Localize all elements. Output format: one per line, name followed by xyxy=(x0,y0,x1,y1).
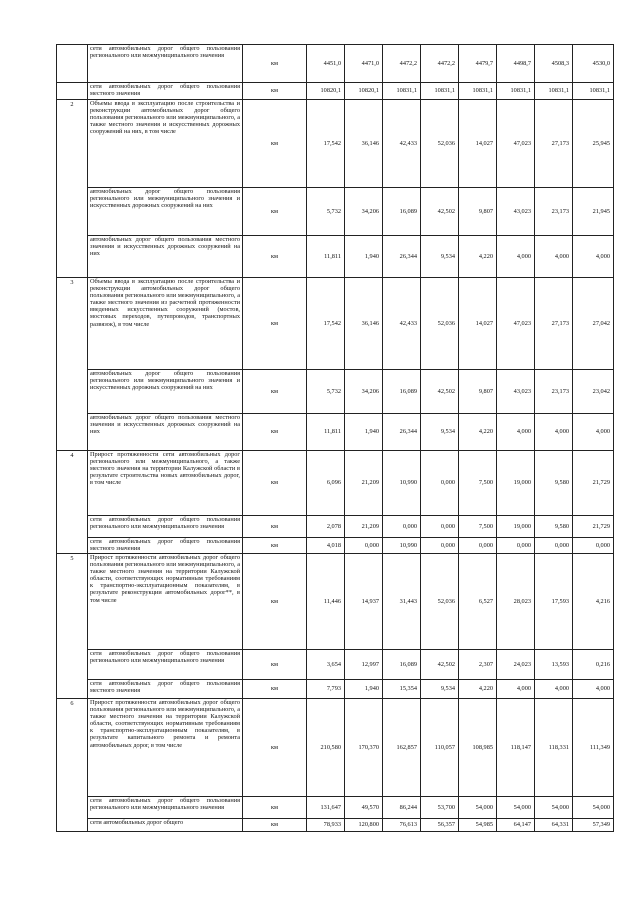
value-cell: 57,349 xyxy=(573,819,614,832)
unit-cell: км xyxy=(243,236,307,278)
value-cell: 4472,2 xyxy=(383,45,421,83)
indicator-name: сети автомобильных дорог общего xyxy=(88,819,243,832)
indicator-name: Объемы ввода в эксплуатацию после строительства и реконструкции автомобильных дорог общего пользования регионального или межмуниципального, а также местного значения и искусственных дорожных сооружений на них, в том числе xyxy=(88,100,243,188)
value-cell: 10831,1 xyxy=(497,83,535,100)
value-cell: 210,580 xyxy=(307,699,345,797)
value-cell: 42,433 xyxy=(383,100,421,188)
value-cell: 10831,1 xyxy=(459,83,497,100)
value-cell: 86,244 xyxy=(383,797,421,819)
unit-cell: км xyxy=(243,699,307,797)
unit-cell: км xyxy=(243,451,307,516)
value-cell: 1,940 xyxy=(345,680,383,699)
indicator-name: автомобильных дорог общего пользования местного значения и искусственных дорожных сооружений на них xyxy=(88,236,243,278)
value-cell: 54,000 xyxy=(497,797,535,819)
value-cell: 27,173 xyxy=(535,100,573,188)
value-cell: 43,023 xyxy=(497,188,535,236)
value-cell: 4451,0 xyxy=(307,45,345,83)
value-cell: 4,000 xyxy=(497,414,535,451)
unit-cell: км xyxy=(243,45,307,83)
value-cell: 21,209 xyxy=(345,451,383,516)
table-row xyxy=(57,45,614,83)
value-cell: 36,146 xyxy=(345,100,383,188)
unit-cell: км xyxy=(243,278,307,370)
value-cell: 14,027 xyxy=(459,100,497,188)
unit-cell: км xyxy=(243,650,307,680)
value-cell: 4472,2 xyxy=(421,45,459,83)
value-cell: 1,940 xyxy=(345,236,383,278)
value-cell: 31,443 xyxy=(383,554,421,650)
table-row xyxy=(57,188,614,236)
indicator-name: сети автомобильных дорог общего пользования местного значения xyxy=(88,538,243,554)
row-number xyxy=(57,45,88,83)
value-cell: 4,000 xyxy=(535,236,573,278)
value-cell: 26,344 xyxy=(383,236,421,278)
value-cell: 4,000 xyxy=(573,680,614,699)
value-cell: 78,933 xyxy=(307,819,345,832)
indicator-table xyxy=(56,44,614,832)
indicator-name: автомобильных дорог общего пользования местного значения и искусственных дорожных сооружений на них xyxy=(88,414,243,451)
value-cell: 108,985 xyxy=(459,699,497,797)
table-row xyxy=(57,278,614,370)
unit-cell: км xyxy=(243,100,307,188)
table-row xyxy=(57,370,614,414)
row-number: 2 xyxy=(57,100,88,278)
value-cell: 11,446 xyxy=(307,554,345,650)
indicator-name: сети автомобильных дорог общего пользования регионального или межмуниципального значения xyxy=(88,516,243,538)
value-cell: 15,354 xyxy=(383,680,421,699)
row-number: 3 xyxy=(57,278,88,451)
value-cell: 10831,1 xyxy=(535,83,573,100)
table-row xyxy=(57,414,614,451)
value-cell: 23,173 xyxy=(535,188,573,236)
value-cell: 13,593 xyxy=(535,650,573,680)
unit-cell: км xyxy=(243,516,307,538)
value-cell: 16,089 xyxy=(383,188,421,236)
value-cell: 27,173 xyxy=(535,278,573,370)
table-row xyxy=(57,236,614,278)
value-cell: 17,542 xyxy=(307,100,345,188)
table-row xyxy=(57,83,614,100)
value-cell: 52,036 xyxy=(421,278,459,370)
indicator-name: сети автомобильных дорог общего пользования регионального или межмуниципального значения xyxy=(88,650,243,680)
value-cell: 12,997 xyxy=(345,650,383,680)
value-cell: 4,000 xyxy=(497,680,535,699)
value-cell: 4,000 xyxy=(497,236,535,278)
value-cell: 64,147 xyxy=(497,819,535,832)
value-cell: 9,534 xyxy=(421,236,459,278)
unit-cell: км xyxy=(243,414,307,451)
value-cell: 131,647 xyxy=(307,797,345,819)
table-row xyxy=(57,680,614,699)
value-cell: 4479,7 xyxy=(459,45,497,83)
value-cell: 9,807 xyxy=(459,188,497,236)
value-cell: 0,216 xyxy=(573,650,614,680)
value-cell: 10820,1 xyxy=(345,83,383,100)
unit-cell: км xyxy=(243,370,307,414)
value-cell: 4471,0 xyxy=(345,45,383,83)
unit-cell: км xyxy=(243,680,307,699)
value-cell: 34,206 xyxy=(345,188,383,236)
value-cell: 120,800 xyxy=(345,819,383,832)
value-cell: 4,220 xyxy=(459,236,497,278)
value-cell: 19,000 xyxy=(497,451,535,516)
value-cell: 4,000 xyxy=(535,680,573,699)
value-cell: 5,732 xyxy=(307,370,345,414)
row-number: 4 xyxy=(57,451,88,554)
value-cell: 7,500 xyxy=(459,516,497,538)
value-cell: 4530,0 xyxy=(573,45,614,83)
value-cell: 9,580 xyxy=(535,451,573,516)
document-page xyxy=(56,44,612,832)
value-cell: 10831,1 xyxy=(421,83,459,100)
value-cell: 28,023 xyxy=(497,554,535,650)
value-cell: 21,945 xyxy=(573,188,614,236)
table-row xyxy=(57,100,614,188)
value-cell: 7,793 xyxy=(307,680,345,699)
value-cell: 4498,7 xyxy=(497,45,535,83)
value-cell: 0,000 xyxy=(459,538,497,554)
value-cell: 25,945 xyxy=(573,100,614,188)
value-cell: 23,173 xyxy=(535,370,573,414)
value-cell: 34,206 xyxy=(345,370,383,414)
value-cell: 0,000 xyxy=(421,451,459,516)
value-cell: 14,027 xyxy=(459,278,497,370)
table-row xyxy=(57,451,614,516)
value-cell: 5,732 xyxy=(307,188,345,236)
indicator-name: автомобильных дорог общего пользования регионального или межмуниципального значения и искусственных дорожных сооружений на них xyxy=(88,370,243,414)
value-cell: 21,729 xyxy=(573,451,614,516)
value-cell: 54,000 xyxy=(459,797,497,819)
row-number: 5 xyxy=(57,554,88,699)
value-cell: 14,937 xyxy=(345,554,383,650)
value-cell: 0,000 xyxy=(345,538,383,554)
value-cell: 4508,3 xyxy=(535,45,573,83)
table-row xyxy=(57,650,614,680)
value-cell: 6,096 xyxy=(307,451,345,516)
value-cell: 110,057 xyxy=(421,699,459,797)
value-cell: 111,349 xyxy=(573,699,614,797)
value-cell: 47,023 xyxy=(497,278,535,370)
indicator-name: Прирост протяженности автомобильных дорог общего пользования регионального или межмуниципального, а также местного значения на территории Калужской области, соответствующих нормативным требованиям к транспортно-эксплуатационным показателям, в результате реконструкции автомобильных дорог**, в том числе xyxy=(88,554,243,650)
indicator-name: Объемы ввода в эксплуатацию после строительства и реконструкции автомобильных дорог общего пользования регионального или межмуниципального, а также местного значения из расчетной протяженности введенных искусственных сооружений (мостов, мостовых переходов, путепроводов, транспортных развязок), в том числе xyxy=(88,278,243,370)
value-cell: 0,000 xyxy=(383,516,421,538)
value-cell: 10820,1 xyxy=(307,83,345,100)
value-cell: 11,811 xyxy=(307,414,345,451)
value-cell: 10,990 xyxy=(383,451,421,516)
indicator-name: сети автомобильных дорог общего пользования местного значения xyxy=(88,680,243,699)
value-cell: 42,502 xyxy=(421,370,459,414)
value-cell: 170,370 xyxy=(345,699,383,797)
value-cell: 7,500 xyxy=(459,451,497,516)
value-cell: 54,000 xyxy=(535,797,573,819)
value-cell: 0,000 xyxy=(497,538,535,554)
table-row xyxy=(57,797,614,819)
value-cell: 0,000 xyxy=(535,538,573,554)
value-cell: 118,331 xyxy=(535,699,573,797)
value-cell: 42,502 xyxy=(421,650,459,680)
value-cell: 76,613 xyxy=(383,819,421,832)
value-cell: 3,654 xyxy=(307,650,345,680)
value-cell: 6,527 xyxy=(459,554,497,650)
value-cell: 24,023 xyxy=(497,650,535,680)
value-cell: 53,700 xyxy=(421,797,459,819)
indicator-name: сети автомобильных дорог общего пользования регионального или межмуниципального значения xyxy=(88,797,243,819)
value-cell: 19,000 xyxy=(497,516,535,538)
value-cell: 36,146 xyxy=(345,278,383,370)
value-cell: 52,036 xyxy=(421,100,459,188)
table-row xyxy=(57,699,614,797)
value-cell: 42,433 xyxy=(383,278,421,370)
row-number xyxy=(57,83,88,100)
value-cell: 17,542 xyxy=(307,278,345,370)
value-cell: 27,042 xyxy=(573,278,614,370)
unit-cell: км xyxy=(243,797,307,819)
value-cell: 10,990 xyxy=(383,538,421,554)
value-cell: 16,089 xyxy=(383,370,421,414)
table-row xyxy=(57,819,614,832)
indicator-name: Прирост протяженности сети автомобильных дорог регионального или межмуниципального, а также местного значения на территории Калужской области в результате строительства новых автомобильных дорог, в том числе xyxy=(88,451,243,516)
value-cell: 64,331 xyxy=(535,819,573,832)
value-cell: 4,018 xyxy=(307,538,345,554)
indicator-name: Прирост протяженности автомобильных дорог общего пользования регионального или межмуниципального, а также местного значения на территории Калужской области, соответствующих нормативным требованиям к транспортно-эксплуатационным показателям, в результате капитального ремонта и ремонта автомобильных дорог, в том числе xyxy=(88,699,243,797)
value-cell: 54,000 xyxy=(573,797,614,819)
value-cell: 54,985 xyxy=(459,819,497,832)
value-cell: 4,216 xyxy=(573,554,614,650)
value-cell: 49,570 xyxy=(345,797,383,819)
table-row xyxy=(57,538,614,554)
value-cell: 21,209 xyxy=(345,516,383,538)
value-cell: 11,811 xyxy=(307,236,345,278)
value-cell: 43,023 xyxy=(497,370,535,414)
value-cell: 0,000 xyxy=(421,516,459,538)
table-row xyxy=(57,554,614,650)
value-cell: 42,502 xyxy=(421,188,459,236)
value-cell: 4,000 xyxy=(573,414,614,451)
value-cell: 10831,1 xyxy=(573,83,614,100)
value-cell: 9,534 xyxy=(421,680,459,699)
unit-cell: км xyxy=(243,554,307,650)
value-cell: 47,023 xyxy=(497,100,535,188)
value-cell: 17,593 xyxy=(535,554,573,650)
value-cell: 21,729 xyxy=(573,516,614,538)
value-cell: 1,940 xyxy=(345,414,383,451)
value-cell: 10831,1 xyxy=(383,83,421,100)
indicator-name: сети автомобильных дорог общего пользования регионального или межмуниципального значения xyxy=(88,45,243,83)
value-cell: 9,807 xyxy=(459,370,497,414)
table-body xyxy=(57,45,614,832)
value-cell: 9,580 xyxy=(535,516,573,538)
value-cell: 4,220 xyxy=(459,680,497,699)
unit-cell: км xyxy=(243,538,307,554)
value-cell: 16,089 xyxy=(383,650,421,680)
indicator-name: автомобильных дорог общего пользования регионального или межмуниципального значения и искусственных дорожных сооружений на них xyxy=(88,188,243,236)
table-row xyxy=(57,516,614,538)
value-cell: 2,078 xyxy=(307,516,345,538)
value-cell: 23,042 xyxy=(573,370,614,414)
value-cell: 0,000 xyxy=(421,538,459,554)
value-cell: 0,000 xyxy=(573,538,614,554)
value-cell: 2,307 xyxy=(459,650,497,680)
value-cell: 52,036 xyxy=(421,554,459,650)
indicator-name: сети автомобильных дорог общего пользования местного значения xyxy=(88,83,243,100)
value-cell: 9,534 xyxy=(421,414,459,451)
value-cell: 4,220 xyxy=(459,414,497,451)
value-cell: 26,344 xyxy=(383,414,421,451)
unit-cell: км xyxy=(243,819,307,832)
unit-cell: км xyxy=(243,83,307,100)
value-cell: 162,857 xyxy=(383,699,421,797)
value-cell: 118,147 xyxy=(497,699,535,797)
value-cell: 4,000 xyxy=(573,236,614,278)
unit-cell: км xyxy=(243,188,307,236)
value-cell: 56,357 xyxy=(421,819,459,832)
row-number: 6 xyxy=(57,699,88,832)
value-cell: 4,000 xyxy=(535,414,573,451)
